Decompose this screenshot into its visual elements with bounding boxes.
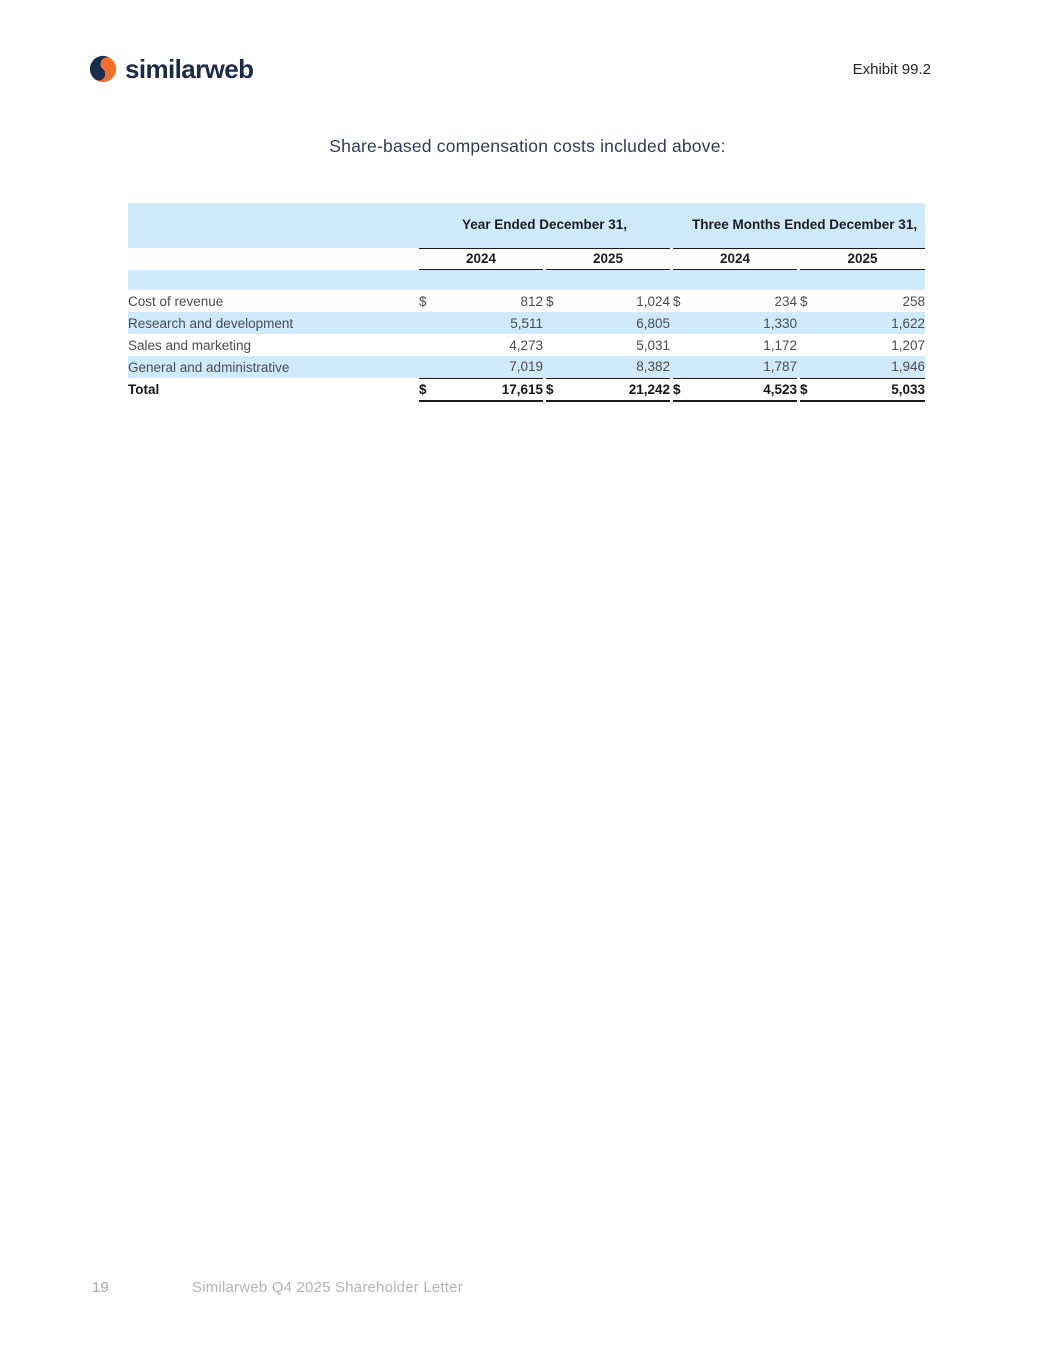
value-cell: 1,330 bbox=[697, 312, 797, 334]
value-cell: 1,946 bbox=[824, 356, 925, 378]
table-row-general-and-administrative bbox=[128, 356, 925, 378]
footer-caption: Similarweb Q4 2025 Shareholder Letter bbox=[192, 1279, 463, 1296]
currency-cell bbox=[800, 334, 824, 356]
value-cell: 1,172 bbox=[763, 337, 798, 353]
year-header-2025-quarter: 2025 bbox=[800, 248, 925, 269]
currency-cell bbox=[546, 312, 570, 334]
row-label: Sales and marketing bbox=[128, 337, 252, 353]
year-header-2025-annual: 2025 bbox=[546, 248, 670, 269]
currency-cell bbox=[546, 334, 570, 356]
value-cell: 17,615 bbox=[443, 378, 543, 401]
value-cell: 234 bbox=[774, 293, 798, 309]
value-cell: 4,523 bbox=[697, 378, 797, 401]
spacer-row bbox=[128, 269, 925, 290]
year-header-row bbox=[128, 248, 925, 269]
value-cell: 8,382 bbox=[570, 356, 670, 378]
value-cell: 5,031 bbox=[636, 337, 671, 353]
value-cell: 5,511 bbox=[443, 312, 543, 334]
value-cell: 5,033 bbox=[824, 378, 925, 401]
currency-cell: $ bbox=[673, 293, 681, 309]
year-spacer-cell bbox=[128, 248, 419, 269]
currency-cell bbox=[419, 334, 443, 356]
currency-cell: $ bbox=[546, 293, 554, 309]
currency-cell: $ bbox=[419, 293, 427, 309]
value-cell: 7,019 bbox=[443, 356, 543, 378]
spacer-cell bbox=[128, 269, 925, 290]
value-cell: 21,242 bbox=[570, 378, 670, 401]
year-header-2024-annual: 2024 bbox=[419, 248, 543, 269]
currency-cell bbox=[800, 312, 824, 334]
value-cell: 1,024 bbox=[636, 293, 671, 309]
currency-cell bbox=[673, 334, 697, 356]
value-cell: 6,805 bbox=[570, 312, 670, 334]
group-header-spacer-cell bbox=[128, 203, 419, 248]
currency-cell bbox=[419, 312, 443, 334]
similarweb-logo-icon bbox=[88, 54, 118, 84]
value-cell: 258 bbox=[902, 293, 926, 309]
page-title: Share-based compensation costs included above: bbox=[329, 136, 726, 156]
row-label: General and administrative bbox=[128, 356, 419, 378]
currency-cell: $ bbox=[673, 378, 697, 401]
value-cell: 4,273 bbox=[509, 337, 543, 353]
group-header-year-ended: Year Ended December 31, bbox=[419, 203, 670, 248]
row-label-total: Total bbox=[128, 382, 160, 397]
value-cell: 1,622 bbox=[824, 312, 925, 334]
currency-cell bbox=[673, 312, 697, 334]
table-row-research-and-development bbox=[128, 312, 925, 334]
similarweb-logo bbox=[88, 54, 253, 84]
page-header bbox=[88, 54, 931, 84]
currency-cell: $ bbox=[800, 378, 824, 401]
table-row-total bbox=[128, 378, 925, 401]
row-label: Cost of revenue bbox=[128, 293, 224, 309]
table-row-sales-and-marketing bbox=[128, 334, 925, 356]
group-header-row bbox=[128, 203, 925, 248]
value-cell: 812 bbox=[520, 293, 543, 309]
year-header-2024-quarter: 2024 bbox=[673, 248, 797, 269]
currency-cell: $ bbox=[419, 378, 443, 401]
currency-cell bbox=[800, 356, 824, 378]
value-cell: 1,787 bbox=[697, 356, 797, 378]
share-based-compensation-table bbox=[128, 203, 925, 402]
currency-cell bbox=[419, 356, 443, 378]
brand-wordmark: similarweb bbox=[125, 54, 254, 84]
currency-cell: $ bbox=[546, 378, 570, 401]
footer-page-number: 19 bbox=[92, 1279, 109, 1296]
table-row-cost-of-revenue bbox=[128, 290, 925, 312]
currency-cell bbox=[673, 356, 697, 378]
group-header-three-months: Three Months Ended December 31, bbox=[673, 203, 925, 248]
value-cell: 1,207 bbox=[891, 337, 926, 353]
exhibit-label: Exhibit 99.2 bbox=[852, 60, 931, 78]
currency-cell: $ bbox=[800, 293, 808, 309]
currency-cell bbox=[546, 356, 570, 378]
row-label: Research and development bbox=[128, 312, 419, 334]
